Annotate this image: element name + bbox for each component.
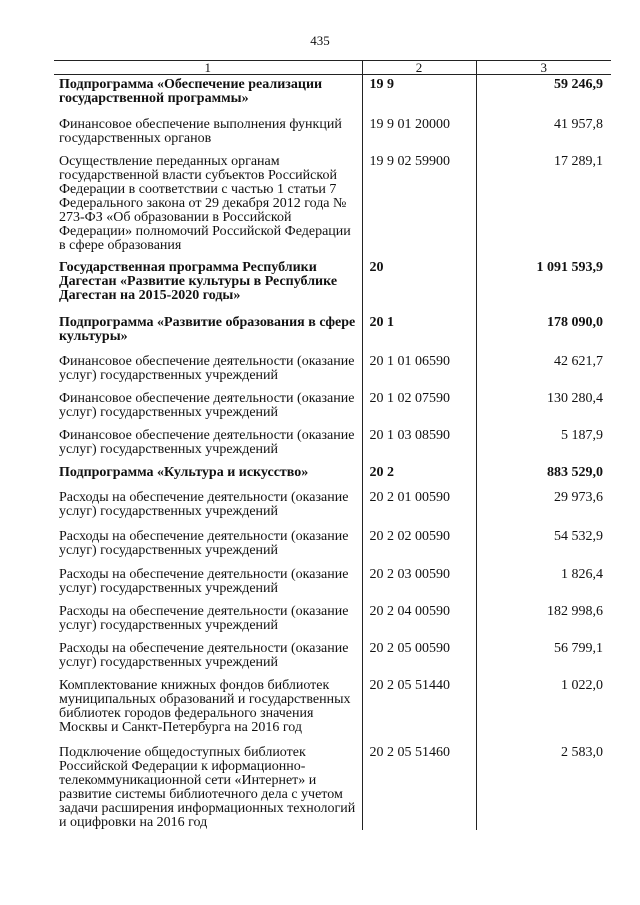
row-name-cell: Расходы на обеспечение деятельности (оказание услуг) государственных учреждений: [59, 566, 349, 596]
column-header-2: 2: [362, 61, 476, 75]
row-name-cell: Финансовое обеспечение выполнения функций государственных органов: [59, 116, 342, 146]
row-code-cell: 20 2 05 51460: [362, 743, 476, 830]
row-amount-cell: 5 187,9: [476, 426, 611, 463]
row-amount-cell: 54 532,9: [476, 527, 611, 565]
table-header-row: [54, 61, 611, 75]
table-row: [54, 115, 611, 152]
row-amount-cell: 41 957,8: [476, 115, 611, 152]
row-code-cell: 20 2 05 51440: [362, 676, 476, 743]
row-code-cell: 20 2 03 00590: [362, 565, 476, 602]
row-amount-cell: 182 998,6: [476, 602, 611, 639]
row-code-cell: 20 2 02 00590: [362, 527, 476, 565]
row-amount-cell: 130 280,4: [476, 389, 611, 426]
table-row: [54, 152, 611, 258]
table-row: [54, 488, 611, 527]
row-name-cell: Финансовое обеспечение деятельности (оказание услуг) государственных учреждений: [59, 427, 355, 457]
table-body: [54, 75, 611, 830]
row-name-cell: Подпрограмма «Обеспечение реализации государственной программы»: [59, 77, 323, 106]
table-row: [54, 258, 611, 313]
row-code-cell: 20 2 04 00590: [362, 602, 476, 639]
row-name-cell: Расходы на обеспечение деятельности (оказание услуг) государственных учреждений: [59, 489, 349, 519]
row-code-cell: 20 1: [362, 313, 476, 352]
table-row: [54, 676, 611, 743]
row-code-cell: 19 9 02 59900: [362, 152, 476, 258]
table-row: [54, 389, 611, 426]
table-row: [54, 426, 611, 463]
row-code-cell: 20 1 02 07590: [362, 389, 476, 426]
budget-table: [54, 60, 611, 830]
row-amount-cell: 29 973,6: [476, 488, 611, 527]
page-number: 435: [310, 33, 330, 48]
table-row: [54, 463, 611, 488]
row-code-cell: 20 1 03 08590: [362, 426, 476, 463]
table-row: [54, 565, 611, 602]
row-name-cell: Финансовое обеспечение деятельности (оказание услуг) государственных учреждений: [59, 390, 355, 420]
row-code-cell: 19 9: [362, 75, 476, 115]
row-amount-cell: 42 621,7: [476, 352, 611, 389]
row-name-cell: Расходы на обеспечение деятельности (оказание услуг) государственных учреждений: [59, 640, 349, 670]
column-header-1: 1: [54, 61, 362, 75]
table-row: [54, 602, 611, 639]
row-amount-cell: 59 246,9: [476, 75, 611, 115]
row-name-cell: Подпрограмма «Развитие образования в сфере культуры»: [59, 314, 356, 344]
row-name-cell: Финансовое обеспечение деятельности (оказание услуг) государственных учреждений: [59, 353, 355, 383]
row-name-cell: Осуществление переданных органам государственной власти субъектов Российской Федерации в соответствии с частью 1 статьи 7 Федерального закона от 29 декабря 2012 года № 273-ФЗ «Об образовании в Российской Федерации» полномочий Российской Федерации в сфере образования: [59, 153, 351, 253]
row-code-cell: 20 2: [362, 463, 476, 488]
row-name-cell: Подпрограмма «Культура и искусство»: [59, 464, 309, 480]
row-code-cell: 20 2 01 00590: [362, 488, 476, 527]
table-row: [54, 313, 611, 352]
row-amount-cell: 1 091 593,9: [476, 258, 611, 313]
row-name-cell: Расходы на обеспечение деятельности (оказание услуг) государственных учреждений: [59, 603, 349, 633]
row-amount-cell: 883 529,0: [476, 463, 611, 488]
table-row: [54, 743, 611, 830]
table-row: [54, 352, 611, 389]
row-amount-cell: 56 799,1: [476, 639, 611, 676]
row-name-cell: Расходы на обеспечение деятельности (оказание услуг) государственных учреждений: [59, 528, 349, 558]
row-name-cell: Подключение общедоступных библиотек Российской Федерации к иформационно-телекоммуникационной сети «Интернет» и развитие системы библиотечного дела с учетом задачи расширения информационных технологий и оцифровки на 2016 год: [59, 744, 356, 830]
row-code-cell: 19 9 01 20000: [362, 115, 476, 152]
column-header-3: 3: [476, 61, 611, 75]
row-amount-cell: 1 826,4: [476, 565, 611, 602]
row-amount-cell: 178 090,0: [476, 313, 611, 352]
table-row: [54, 75, 611, 115]
row-code-cell: 20: [362, 258, 476, 313]
row-amount-cell: 17 289,1: [476, 152, 611, 258]
row-name-cell: Государственная программа Республики Дагестан «Развитие культуры в Республике Дагестан на 2015-2020 годы»: [59, 259, 338, 303]
row-code-cell: 20 2 05 00590: [362, 639, 476, 676]
row-name-cell: Комплектование книжных фондов библиотек муниципальных образований и государственных библиотек городов федерального значения Москвы и Санкт-Петербурга на 2016 год: [59, 677, 351, 735]
row-amount-cell: 2 583,0: [476, 743, 611, 830]
table-row: [54, 527, 611, 565]
table-row: [54, 639, 611, 676]
row-amount-cell: 1 022,0: [476, 676, 611, 743]
row-code-cell: 20 1 01 06590: [362, 352, 476, 389]
